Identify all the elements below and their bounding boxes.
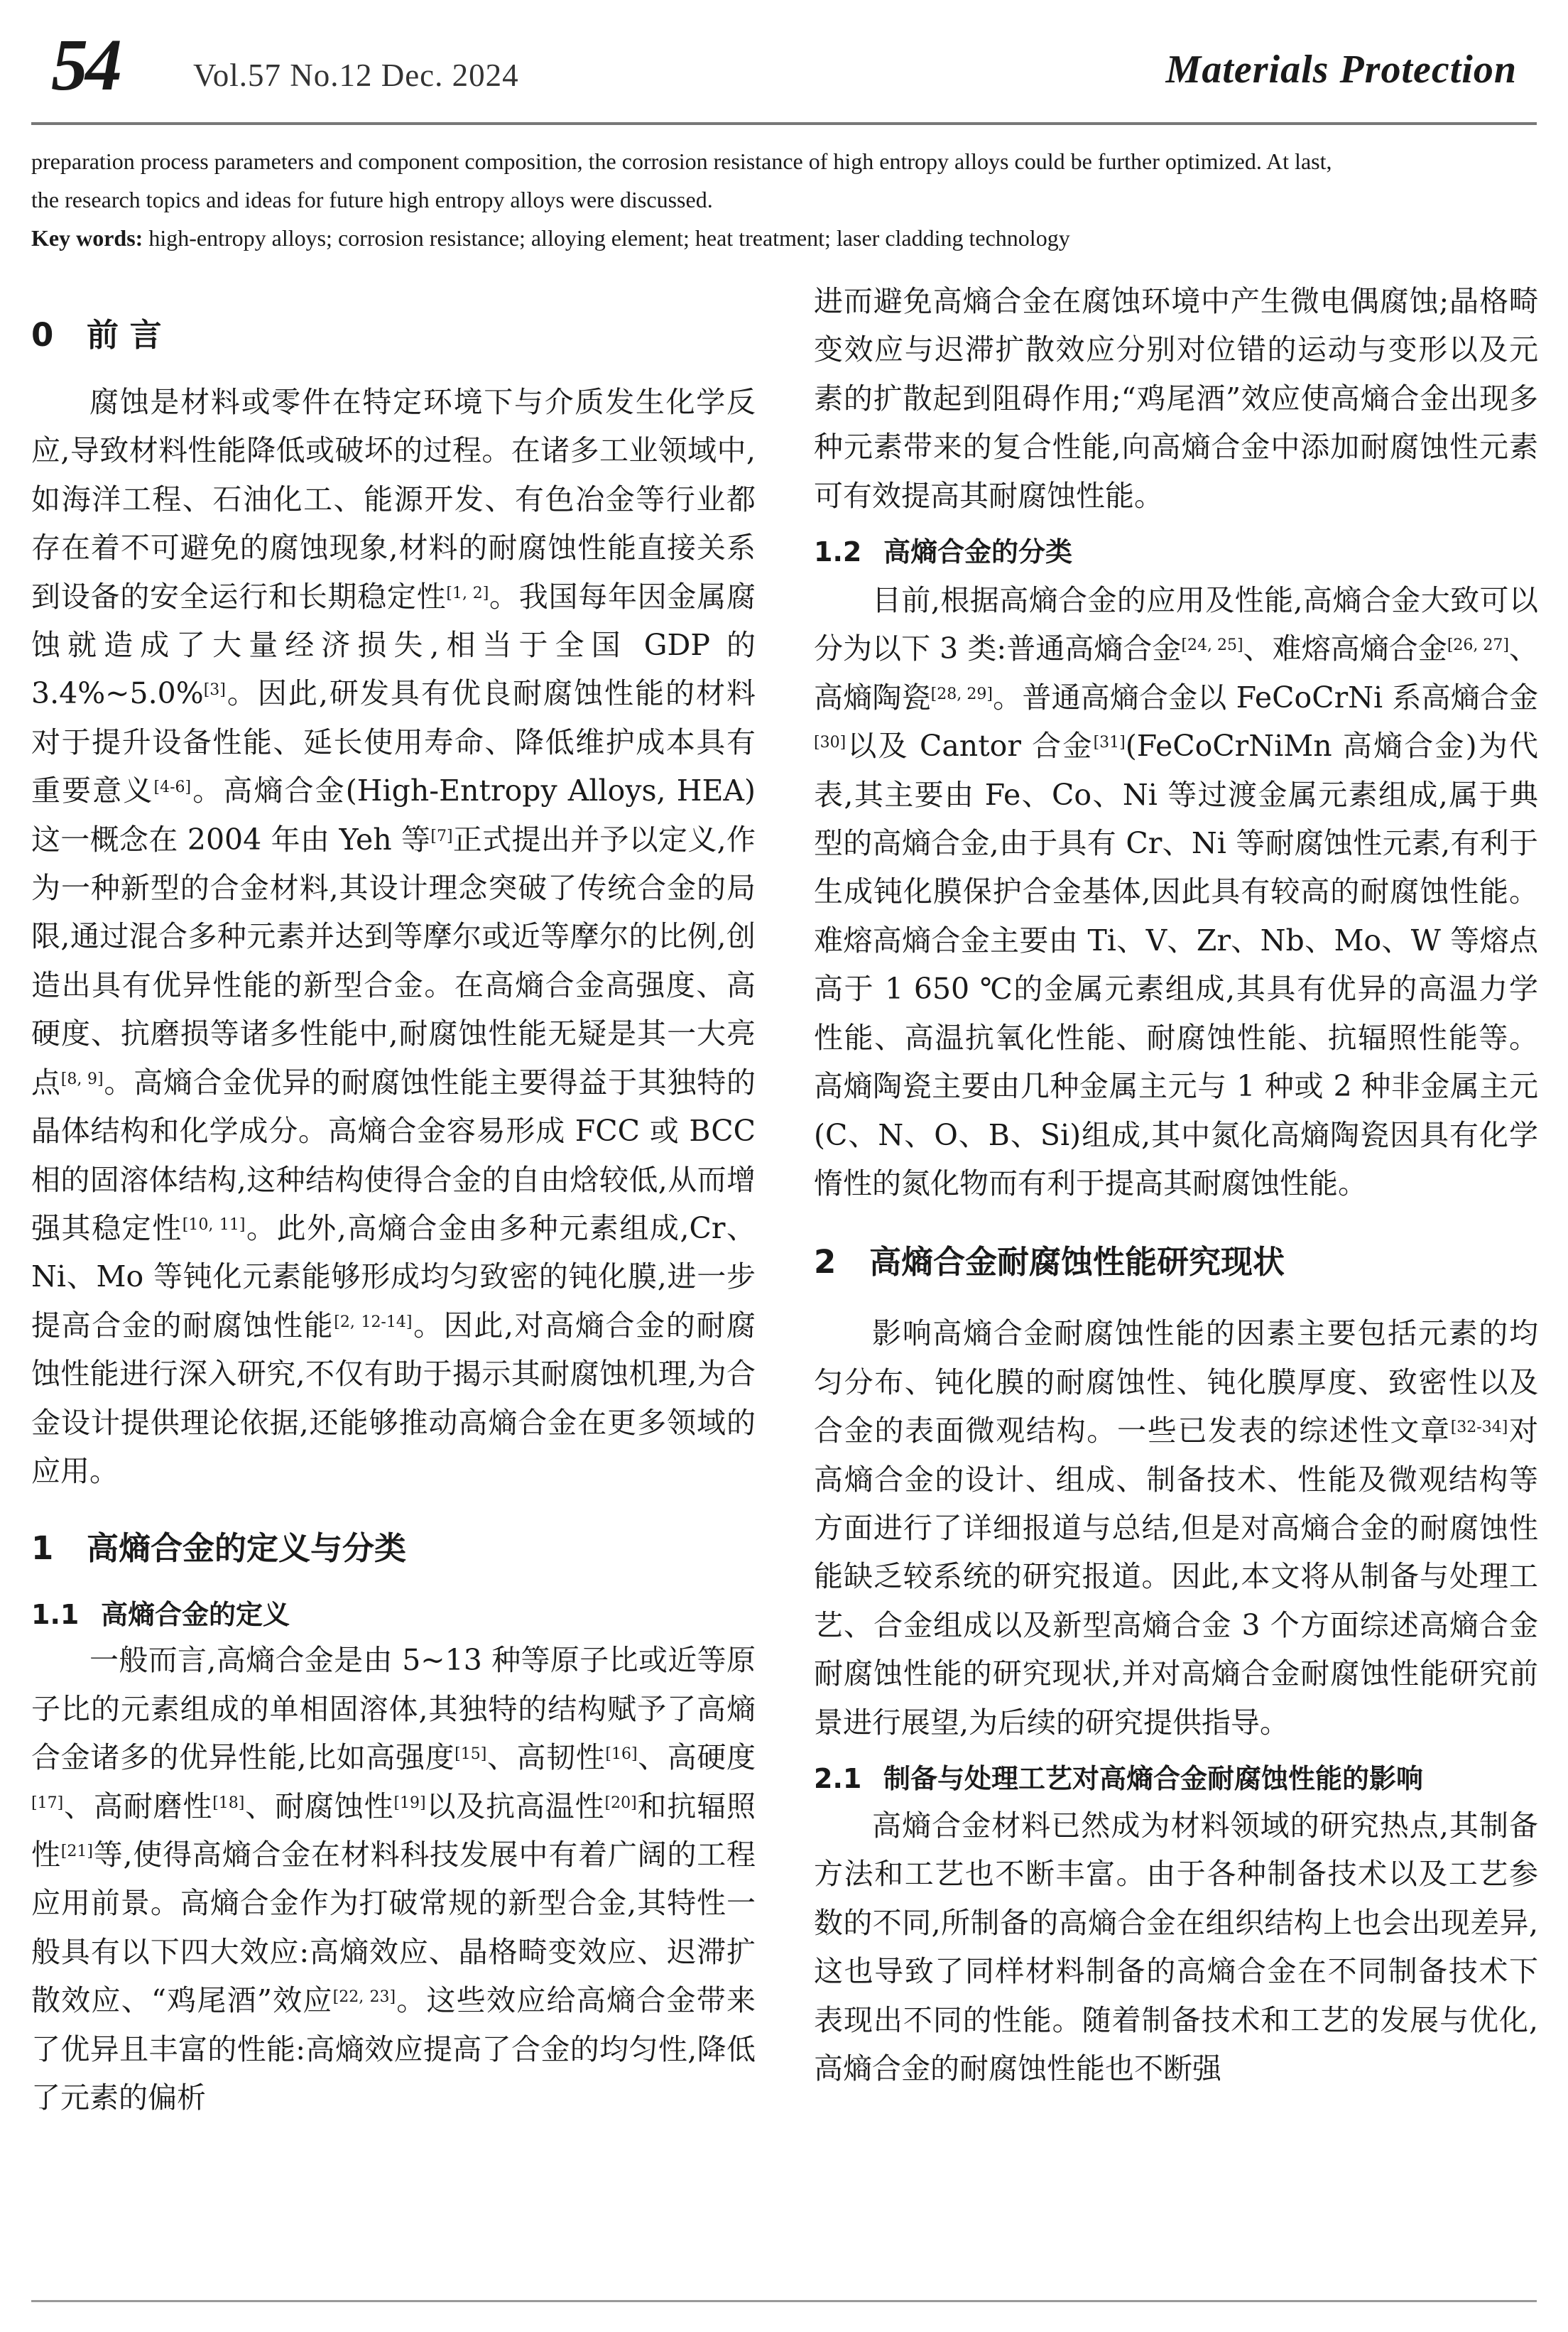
keywords-label: Key words: bbox=[31, 225, 143, 251]
subsection-heading-1-1: 1.1 高熵合金的定义 bbox=[31, 1599, 290, 1631]
paragraph-definition: 一般而言,高熵合金是由 5~13 种等原子比或近等原子比的元素组成的单相固溶体,其独特的结构赋予了高熵合金诸多的优异性能,比如高强度[15]、高韧性[16]、高硬度[17]、高耐磨性[18]、耐腐蚀性[19]以及抗高温性[20]和抗辐照性[21]等,使得高熵合金在材料科技发展中有着广阔的工程应用前景。高熵合金作为打破常规的新型合金,其特性一般具有以下四大效应:高熵效应、晶格畸变效应、迟滞扩散效应、“鸡尾酒”效应[22, 23]。这些效应给高熵合金带来了优异且丰富的性能:高熵效应提高了合金的均匀性,降低了元素的偏析 bbox=[31, 1643, 756, 2115]
paragraph-intro: 腐蚀是材料或零件在特定环境下与介质发生化学反应,导致材料性能降低或破坏的过程。在诸多工业领域中,如海洋工程、石油化工、能源开发、有色冶金等行业都存在着不可避免的腐蚀现象,材料的耐腐蚀性能直接关系到设备的安全运行和长期稳定性[1, 2]。我国每年因金属腐蚀就造成了大量经济损失,相当于全国 GDP 的 3.4%~5.0%[3]。因此,研发具有优良耐腐蚀性能的材料对于提升设备性能、延长使用寿命、降低维护成本具有重要意义[4-6]。高熵合金(High-Entropy Alloys, HEA)这一概念在 2004 年由 Yeh 等[7]正式提出并予以定义,作为一种新型的合金材料,其设计理念突破了传统合金的局限,通过混合多种元素并达到等摩尔或近等摩尔的比例,创造出具有优异性能的新型合金。在高熵合金高强度、高硬度、抗磨损等诸多性能中,耐腐蚀性能无疑是其一大亮点[8, 9]。高熵合金优异的耐腐蚀性能主要得益于其独特的晶体结构和化学成分。高熵合金容易形成 FCC 或 BCC 相的固溶体结构,这种结构使得合金的自由焓较低,从而增强其稳定性[10, 11]。此外,高熵合金由多种元素组成,Cr、Ni、Mo 等钝化元素能够形成均匀致密的钝化膜,进一步提高合金的耐腐蚀性能[2, 12-14]。因此,对高熵合金的耐腐蚀性能进行深入研究,不仅有助于揭示其耐腐蚀机理,为合金设计提供理论依据,还能够推动高熵合金在更多领域的应用。 bbox=[31, 385, 756, 1488]
paragraph-preparation: 高熵合金材料已然成为材料领域的研究热点,其制备方法和工艺也不断丰富。由于各种制备技术以及工艺参数的不同,所制备的高熵合金在组织结构上也会出现差异,这也导致了同样材料制备的高熵合金在不同制备技术下表现出不同的性能。随着制备技术和工艺的发展与优化,高熵合金的耐腐蚀性能也不断强 bbox=[814, 1808, 1538, 2086]
abstract-line: the research topics and ideas for future high entropy alloys were discussed. bbox=[31, 187, 713, 212]
page-header bbox=[0, 0, 1568, 135]
subsection-heading-1-2: 1.2 高熵合金的分类 bbox=[814, 536, 1073, 568]
journal-title: Materials Protection bbox=[1165, 48, 1517, 92]
issue-info: Vol.57 No.12 Dec. 2024 bbox=[193, 58, 519, 93]
header-rule bbox=[31, 122, 1537, 125]
section-heading-1: 1 高熵合金的定义与分类 bbox=[31, 1529, 407, 1568]
section-heading-0: 0 前 言 bbox=[31, 316, 162, 354]
paragraph-classification: 目前,根据高熵合金的应用及性能,高熵合金大致可以分为以下 3 类:普通高熵合金[24, 25]、难熔高熵合金[26, 27]、高熵陶瓷[28, 29]。普通高熵合金以 FeCoCrNi 系高熵合金[30]以及 Cantor 合金[31](FeCoCrNiMn 高熵合金)为代表,其主要由 Fe、Co、Ni 等过渡金属元素组成,属于典型的高熵合金,由于具有 Cr、Ni 等耐腐蚀性元素,有利于生成钝化膜保护合金基体,因此具有较高的耐腐蚀性能。难熔高熵合金主要由 Ti、V、Zr、Nb、Mo、W 等熔点高于 1 650 ℃的金属元素组成,其具有优异的高温力学性能、高温抗氧化性能、耐腐蚀性能、抗辐照性能等。高熵陶瓷主要由几种金属主元与 1 种或 2 种非金属主元(C、N、O、B、Si)组成,其中氮化高熵陶瓷因具有化学惰性的氮化物而有利于提高其耐腐蚀性能。 bbox=[814, 583, 1539, 1200]
right-column bbox=[814, 277, 1538, 2093]
section-heading-2: 2 高熵合金耐腐蚀性能研究现状 bbox=[814, 1243, 1285, 1281]
footer-rule bbox=[31, 2300, 1537, 2302]
subsection-heading-2-1: 2.1 制备与处理工艺对高熵合金耐腐蚀性能的影响 bbox=[814, 1762, 1424, 1794]
abstract-tail bbox=[31, 142, 1537, 257]
left-column bbox=[31, 309, 756, 2122]
abstract-line: preparation process parameters and component composition, the corrosion resistance of high entropy alloys could be further optimized. At last, bbox=[31, 148, 1332, 174]
paragraph-status: 影响高熵合金耐腐蚀性能的因素主要包括元素的均匀分布、钝化膜的耐腐蚀性、钝化膜厚度、致密性以及合金的表面微观结构。一些已发表的综述性文章[32-34]对高熵合金的设计、组成、制备技术、性能及微观结构等方面进行了详细报道与总结,但是对高熵合金的耐腐蚀性能缺乏较系统的研究报道。因此,本文将从制备与处理工艺、合金组成以及新型高熵合金 3 个方面综述高熵合金耐腐蚀性能的研究现状,并对高熵合金耐腐蚀性能研究前景进行展望,为后续的研究提供指导。 bbox=[814, 1316, 1539, 1740]
keywords-list: high-entropy alloys; corrosion resistance; alloying element; heat treatment; laser cladding technology bbox=[143, 225, 1070, 251]
page-number: 54 bbox=[51, 24, 119, 106]
paragraph-effects-cont: 进而避免高熵合金在腐蚀环境中产生微电偶腐蚀;晶格畸变效应与迟滞扩散效应分别对位错的运动与变形以及元素的扩散起到阻碍作用;“鸡尾酒”效应使高熵合金出现多种元素带来的复合性能,向高熵合金中添加耐腐蚀性元素可有效提高其耐腐蚀性能。 bbox=[814, 284, 1538, 513]
keywords bbox=[31, 219, 1537, 257]
